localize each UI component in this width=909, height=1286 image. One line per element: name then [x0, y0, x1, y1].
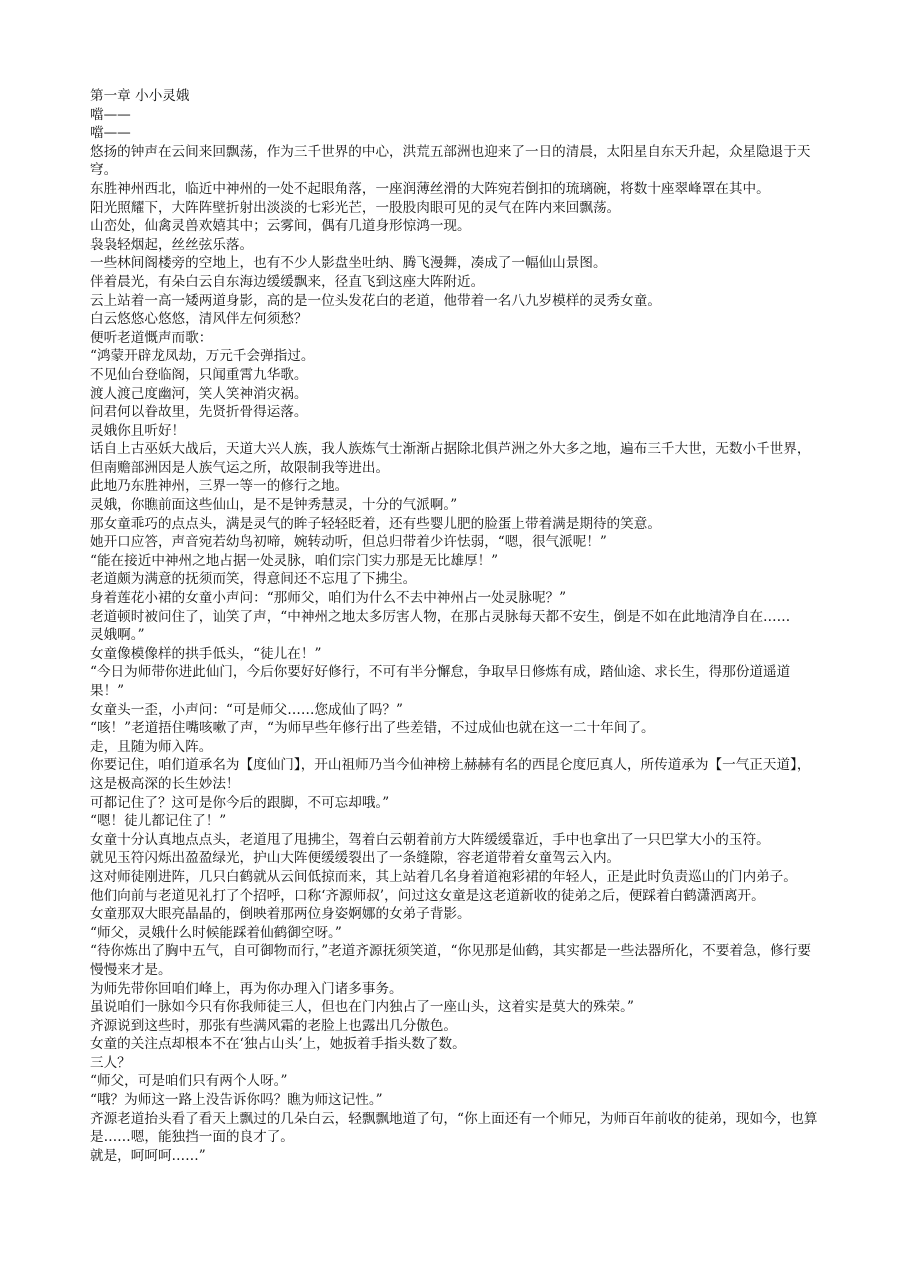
paragraph: 就是，呵呵呵……”: [90, 1147, 206, 1164]
paragraph: 齐源老道抬头看了看天上飘过的几朵白云，轻飘飘地道了句，“你上面还有一个师兄，为师百年前收的徒弟，现如今，也算是……嗯，能独挡一面的良才了。: [90, 1110, 818, 1146]
paragraph: 虽说咱们一脉如今只有你我师徒三人，但也在门内独占了一座山头，这着实是莫大的殊荣。”: [90, 999, 634, 1016]
paragraph: 不见仙台登临阁，只闻重霄九华歌。: [90, 366, 308, 383]
paragraph: 身着莲花小裙的女童小声问：“那师父，咱们为什么不去中神州占一处灵脉呢？”: [90, 590, 567, 607]
paragraph: 这对师徒刚进阵，几只白鹤就从云间低掠而来，其上站着几名身着道袍彩裙的年轻人，正是此时负责巡山的门内弟子。: [90, 868, 797, 885]
document-body: [90, 87, 822, 1165]
paragraph: 可都记住了？这可是你今后的跟脚，不可忘却哦。”: [90, 794, 390, 811]
paragraph: 灵娥你且听好！: [90, 422, 186, 439]
paragraph: 话自上古巫妖大战后，天道大兴人族，我人族炼气士渐渐占据除北俱芦洲之外大多之地，遍布三千大世，无数小千世界，但南赡部洲因是人族气运之所，故限制我等进出。: [90, 441, 811, 476]
paragraph: “哦？为师这一路上没告诉你吗？瞧为师这记性。”: [90, 1092, 383, 1109]
paragraph: 山峦处，仙禽灵兽欢嬉其中；云雾间，偶有几道身形惊鸿一现。: [90, 218, 471, 235]
paragraph: “咳！”老道捂住嘴咳嗽了声，“为师早些年修行出了些差错，不过成仙也就在这一二十年间了。: [90, 720, 655, 737]
paragraph: 此地乃东胜神州，三界一等一的修行之地。: [90, 478, 349, 495]
paragraph: 渡人渡己度幽河，笑人笑神消灾祸。: [90, 385, 308, 402]
paragraph: 女童像模像样的拱手低头，“徒儿在！”: [90, 645, 322, 662]
paragraph: 云上站着一高一矮两道身影，高的是一位头发花白的老道，他带着一名八九岁模样的灵秀女童。: [90, 292, 661, 309]
paragraph: 阳光照耀下，大阵阵壁折射出淡淡的七彩光芒，一股股肉眼可见的灵气在阵内来回飘荡。: [90, 199, 621, 216]
paragraph: “能在接近中神州之地占据一处灵脉，咱们宗门实力那是无比雄厚！”: [90, 552, 499, 569]
paragraph: 三人？: [90, 1054, 131, 1071]
paragraph: “待你炼出了胸中五气，自可御物而行，”老道齐源抚须笑道，“你见那是仙鹤，其实都是一些法器所化，不要着急，修行要慢慢来才是。: [90, 943, 811, 978]
paragraph: 悠扬的钟声在云间来回飘荡，作为三千世界的中心，洪荒五部洲也迎来了一日的清晨，太阳星自东天升起，众星隐退于天穹。: [90, 143, 811, 179]
paragraph: 灵娥啊。”: [90, 627, 145, 644]
paragraph: 东胜神州西北，临近中神州的一处不起眼角落，一座润薄丝滑的大阵宛若倒扣的琉璃碗，将数十座翠峰罩在其中。: [90, 180, 770, 197]
paragraph: “嗯！徒儿都记住了！”: [90, 813, 227, 830]
paragraph: 袅袅轻烟起，丝丝弦乐落。: [90, 236, 254, 253]
paragraph: 女童头一歪，小声问：“可是师父……您成仙了吗？”: [90, 701, 403, 718]
paragraph: 老道颇为满意的抚须而笑，得意间还不忘甩了下拂尘。: [90, 571, 417, 588]
paragraph: 伴着晨光，有朵白云自东海边缓缓飘来，径直飞到这座大阵附近。: [90, 273, 485, 290]
paragraph: 噹——: [90, 125, 131, 142]
document-page: [90, 87, 822, 1165]
paragraph: 问君何以眷故里，先贤折骨得运落。: [90, 404, 308, 421]
paragraph: 女童十分认真地点点头，老道甩了甩拂尘，驾着白云朝着前方大阵缓缓靠近，手中也拿出了一只巴掌大小的玉符。: [90, 831, 770, 848]
paragraph: 噹——: [90, 106, 131, 123]
paragraph: 女童的关注点却根本不在‘独占山头’上，她扳着手指头数了数。: [90, 1036, 466, 1053]
paragraph: 齐源说到这些时，那张有些满风霜的老脸上也露出几分傲色。: [90, 1017, 458, 1034]
paragraph: 她开口应答，声音宛若幼鸟初啼，婉转动听，但总归带着少许怯弱，“嗯，很气派呢！”: [90, 534, 607, 551]
paragraph: 老道顿时被问住了，讪笑了声，“中神州之地太多厉害人物，在那占灵脉每天都不安生，倒是不如在此地清净自在……: [90, 608, 791, 625]
paragraph: 灵娥，你瞧前面这些仙山，是不是钟秀慧灵，十分的气派啊。”: [90, 497, 458, 514]
paragraph: 那女童乖巧的点点头，满是灵气的眸子轻轻眨着，还有些婴儿肥的脸蛋上带着满是期待的笑意。: [90, 515, 661, 532]
chapter-title: 第一章 小小灵娥: [90, 88, 190, 104]
paragraph: “师父，灵娥什么时候能踩着仙鹤御空呀。”: [90, 924, 342, 941]
paragraph: “今日为师带你进此仙门，今后你要好好修行，不可有半分懈怠，争取早日修炼有成，踏仙途、求长生，得那份道遥道果！”: [90, 664, 791, 699]
paragraph: 白云悠悠心悠悠，清风伴左何须愁？: [90, 311, 308, 328]
paragraph: 走，且随为师入阵。: [90, 738, 213, 755]
paragraph: 为师先带你回咱们峰上，再为你办理入门诸多事务。: [90, 980, 403, 997]
paragraph: 便听老道慨声而歌：: [90, 329, 213, 346]
paragraph: “鸿蒙开辟龙凤劫，万元千会弹指过。: [90, 348, 315, 365]
paragraph: 你要记住，咱们道承名为【度仙门】，开山祖师乃当今仙神榜上赫赫有名的西昆仑度厄真人，所传道承为【一气正天道】，这是极高深的长生妙法！: [90, 757, 811, 792]
paragraph: “师父，可是咱们只有两个人呀。”: [90, 1073, 288, 1090]
paragraph: 他们向前与老道见礼打了个招呼，口称‘齐源师叔’，问过这女童是这老道新收的徒弟之后，便踩着白鹤潇洒离开。: [90, 887, 765, 904]
paragraph: 就见玉符闪烁出盈盈绿光，护山大阵便缓缓裂出了一条缝隙，容老道带着女童驾云入内。: [90, 850, 621, 867]
paragraph: 一些林间阁楼旁的空地上，也有不少人影盘坐吐纳、腾飞漫舞，凑成了一幅仙山景图。: [90, 255, 607, 272]
paragraph: 女童那双大眼亮晶晶的，倒映着那两位身姿婀娜的女弟子背影。: [90, 906, 471, 923]
